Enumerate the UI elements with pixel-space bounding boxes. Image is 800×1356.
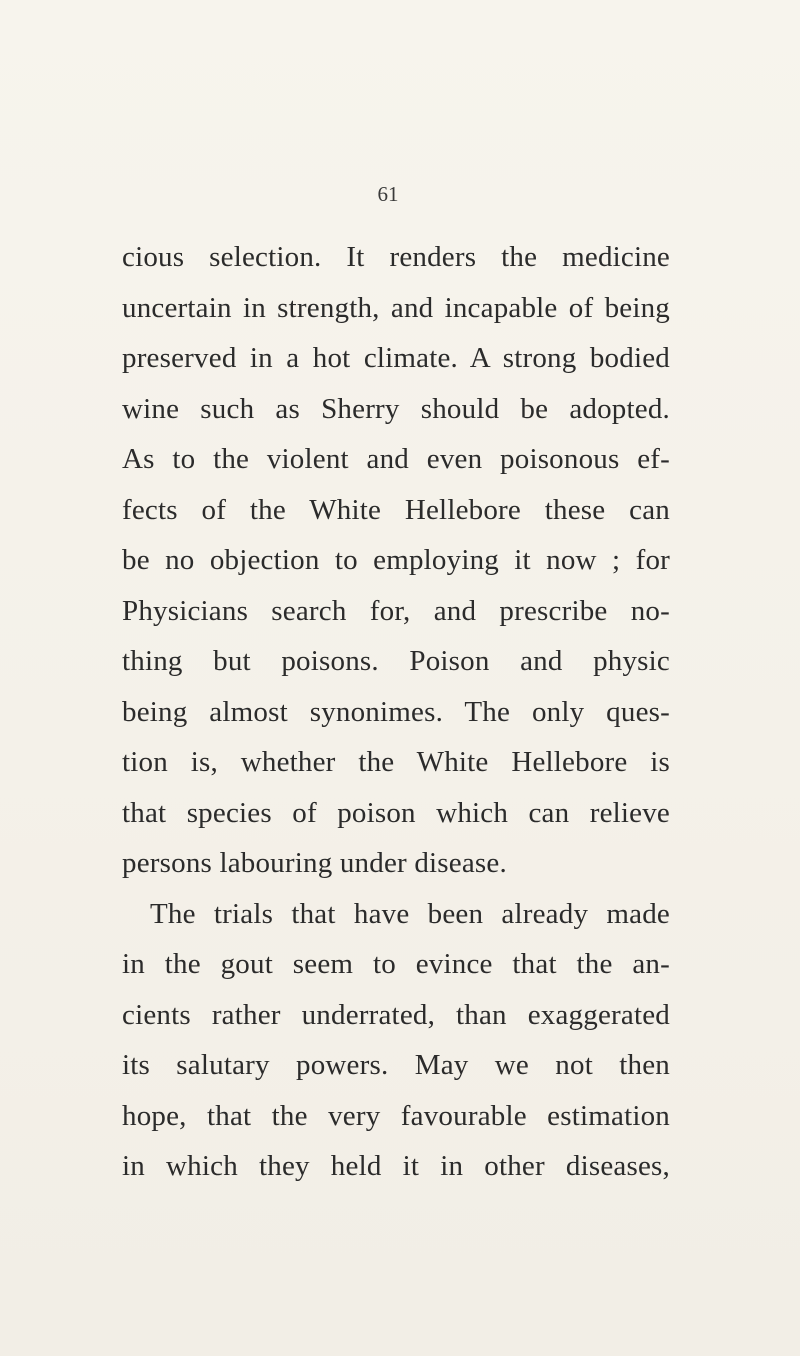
text-line: in which they held it in other diseases, — [122, 1150, 670, 1182]
text-line: fects of the White Hellebore these can — [122, 493, 670, 526]
text-line: wine such as Sherry should be adopted. — [122, 392, 670, 425]
text-line: uncertain in strength, and incapable of being — [122, 291, 670, 324]
text-line: Physicians search for, and prescribe no- — [122, 594, 670, 627]
text-line: persons labouring under disease. — [122, 847, 507, 879]
text-line: The trials that have been already made — [150, 897, 670, 930]
text-line: cious selection. It renders the medicine — [122, 241, 670, 273]
text-line: preserved in a hot climate. A strong bodied — [122, 342, 670, 374]
text-line: thing but poisons. Poison and physic — [122, 645, 670, 677]
body-text — [122, 232, 670, 1192]
page-number: 61 — [377, 182, 399, 206]
text-line: being almost synonimes. The only ques- — [122, 695, 670, 728]
text-line: cients rather underrated, than exaggerated — [122, 998, 670, 1031]
text-line: As to the violent and even poisonous ef- — [122, 443, 670, 475]
text-line: in the gout seem to evince that the an- — [122, 948, 670, 980]
text-line: that species of poison which can relieve — [122, 796, 670, 829]
text-line: be no objection to employing it now ; for — [122, 544, 670, 576]
text-line: its salutary powers. May we not then — [122, 1049, 670, 1081]
text-line: hope, that the very favourable estimation — [122, 1099, 670, 1132]
text-line: tion is, whether the White Hellebore is — [122, 746, 670, 778]
